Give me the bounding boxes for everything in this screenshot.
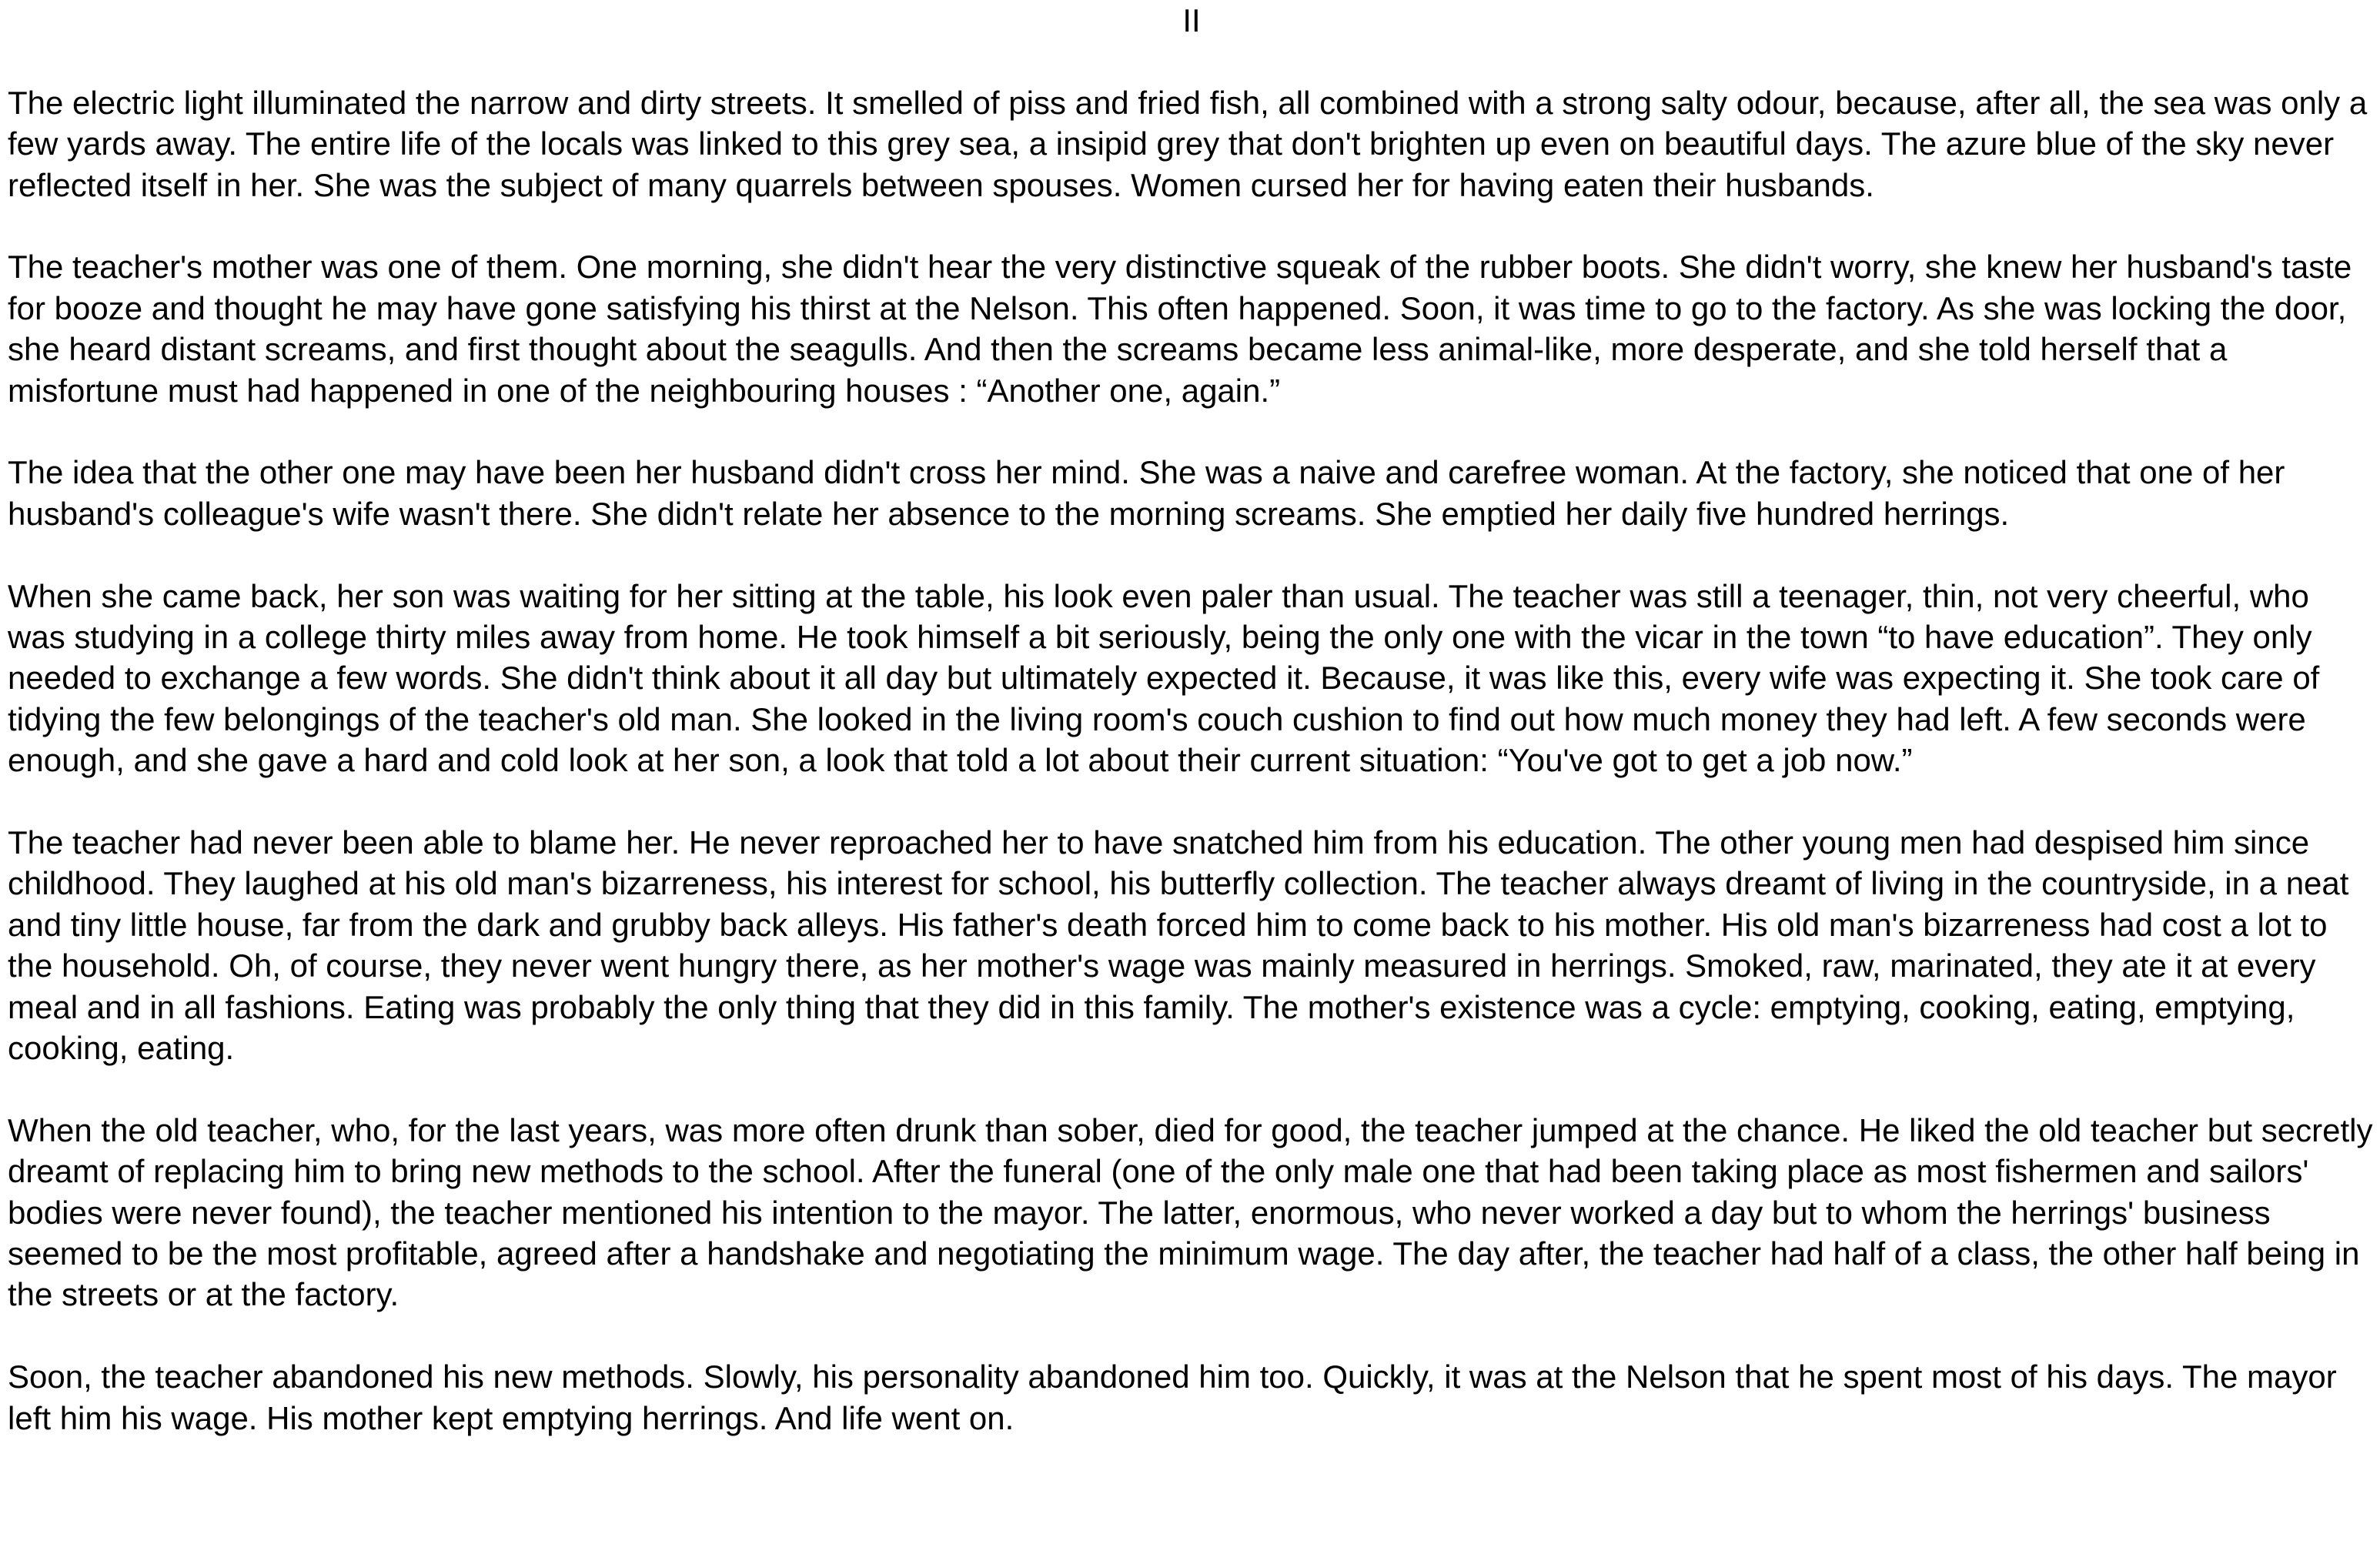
document-page (8, 0, 2375, 1439)
paragraph-1: The electric light illuminated the narrow and dirty streets. It smelled of piss and fried fish, all combined with a strong salty odour, because, after all, the sea was only a few yards away. The entire life of the locals was linked to this grey sea, a insipid grey that don't brighten up even on beautiful days. The azure blue of the sky never reflected itself in her. She was the subject of many quarrels between spouses. Women cursed her for having eaten their husbands. (8, 84, 2368, 203)
paragraph-7: Soon, the teacher abandoned his new methods. Slowly, his personality abandoned him too. Quickly, it was at the Nelson that he spent most of his days. The mayor left him his wage. His mother kept emptying herrings. And life went on. (8, 1359, 2337, 1436)
paragraph-6: When the old teacher, who, for the last years, was more often drunk than sober, died for good, the teacher jumped at the chance. He liked the old teacher but secretly dreamt of replacing him to bring new methods to the school. After the funeral (one of the only male one that had been taking place as most fishermen and sailors' bodies were never found), the teacher mentioned his intention to the mayor. The latter, enormous, who never worked a day but to whom the herrings' business seemed to be the most profitable, agreed after a handshake and negotiating the minimum wage. The day after, the teacher had half of a class, the other half being in the streets or at the factory. (8, 1111, 2373, 1313)
paragraph-3: The idea that the other one may have been her husband didn't cross her mind. She was a naive and carefree woman. At the factory, she noticed that one of her husband's colleague's wife wasn't there. She didn't relate her absence to the morning screams. She emptied her daily five hundred herrings. (8, 454, 2285, 532)
paragraph-4: When she came back, her son was waiting for her sitting at the table, his look even paler than usual. The teacher was still a teenager, thin, not very cheerful, who was studying in a college thirty miles away from home. He took himself a bit seriously, being the only one with the vicar in the town “to have education”. They only needed to exchange a few words. She didn't think about it all day but ultimately expected it. Because, it was like this, every wife was expecting it. She took care of tidying the few belongings of the teacher's old man. She looked in the living room's couch cushion to find out how much money they had left. A few seconds were enough, and she gave a hard and cold look at her son, a look that told a lot about their current situation: “You've got to get a job now.” (8, 577, 2320, 779)
paragraph-5: The teacher had never been able to blame her. He never reproached her to have snatched him from his education. The other young men had despised him since childhood. They laughed at his old man's bizarreness, his interest for school, his butterfly collection. The teacher always dreamt of living in the countryside, in a neat and tiny little house, far from the dark and grubby back alleys. His father's death forced him to come back to his mother. His old man's bizarreness had cost a lot to the household. Oh, of course, they never went hungry there, as her mother's wage was mainly measured in herrings. Smoked, raw, marinated, they ate it at every meal and in all fashions. Eating was probably the only thing that they did in this family. The mother's existence was a cycle: emptying, cooking, eating, emptying, cooking, eating. (8, 824, 2349, 1067)
chapter-heading: II (1182, 2, 1201, 38)
paragraph-2: The teacher's mother was one of them. One morning, she didn't hear the very distinctive squeak of the rubber boots. She didn't worry, she knew her husband's taste for booze and thought he may have gone satisfying his thirst at the Nelson. This often happened. Soon, it was time to go to the factory. As she was locking the door, she heard distant screams, and first thought about the seagulls. And then the screams became less animal-like, more desperate, and she told herself that a misfortune must had happened in one of the neighbouring houses : “Another one, again.” (8, 249, 2352, 409)
